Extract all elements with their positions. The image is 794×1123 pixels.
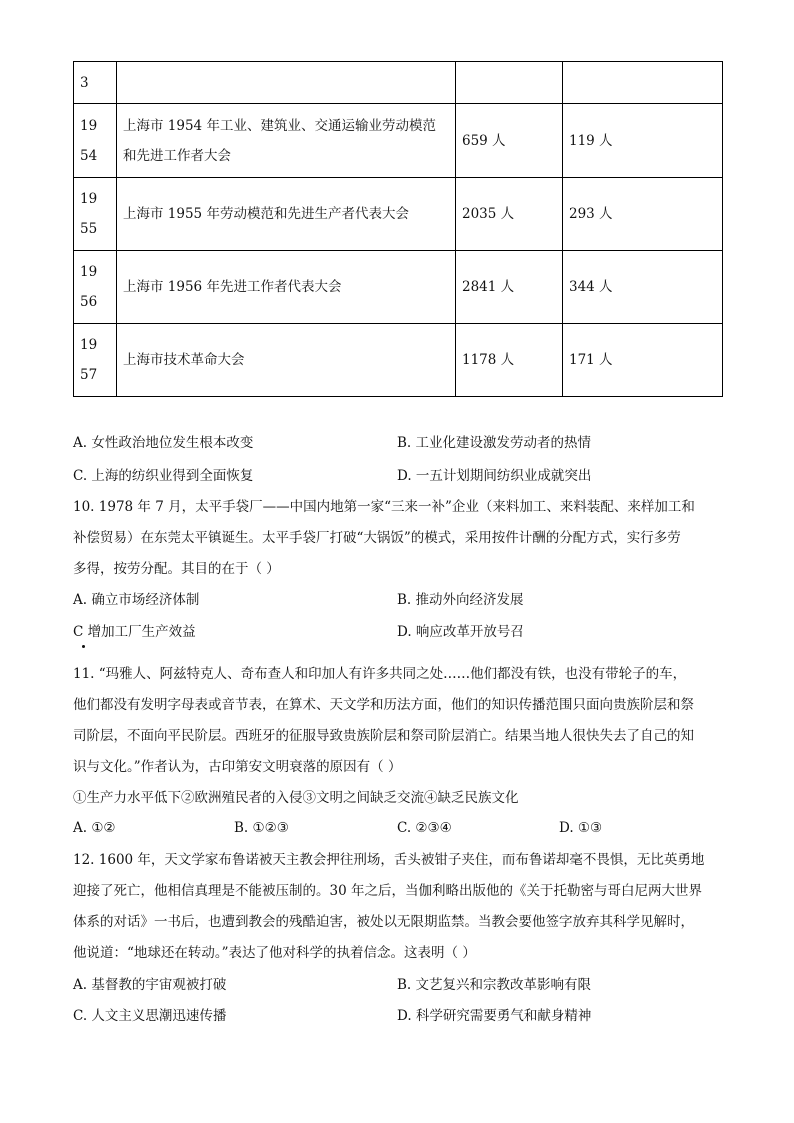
year-text: 1955: [80, 191, 98, 237]
delegates-table: [73, 61, 723, 397]
female-cell: 171 人: [563, 324, 723, 397]
female-cell: [563, 62, 723, 104]
q11-choices-line: ①生产力水平低下②欧洲殖民者的入侵③文明之间缺乏交流④缺乏民族文化: [73, 790, 519, 806]
table-row: [74, 62, 723, 104]
q10-option-a[interactable]: A. 确立市场经济体制: [73, 592, 200, 608]
q11-option-d[interactable]: D. ①③: [559, 820, 603, 836]
meeting-cell: 上海市技术革命大会: [117, 324, 456, 397]
q12-stem-line: 迎接了死亡，他相信真理是不能被压制的。30 年之后，当伽利略出版他的《关于托勒密与哥白尼两大世界: [73, 883, 702, 899]
year-cell: [74, 104, 117, 178]
q12-stem-line: 体系的对话》一书后，也遭到教会的残酷迫害，被处以无限期监禁。当教会要他签字放弃其科学见解时，: [73, 914, 694, 930]
table-row: [74, 251, 723, 324]
year-cell: 3: [74, 62, 117, 104]
q10-stem-line: 10. 1978 年 7 月，太平手袋厂——中国内地第一家“三来一补”企业（来料加工、来料装配、来样加工和: [73, 499, 695, 515]
table-row: [74, 104, 723, 178]
total-cell: 1178 人: [456, 324, 563, 397]
year-text: 1956: [80, 264, 98, 310]
q12-stem-line: 12. 1600 年，天文学家布鲁诺被天主教会押往刑场，舌头被钳子夹住，而布鲁诺却毫不畏惧，无比英勇地: [73, 852, 705, 868]
q11-option-b[interactable]: B. ①②③: [234, 820, 289, 836]
female-cell: 293 人: [563, 178, 723, 251]
female-cell: 119 人: [563, 104, 723, 178]
meeting-cell: 上海市 1954 年工业、建筑业、交通运输业劳动模范和先进工作者大会: [117, 104, 456, 178]
q11-stem-line: 司阶层，不面向平民阶层。西班牙的征服导致贵族阶层和祭司阶层消亡。结果当地人很快失去了自己的知: [73, 728, 694, 744]
q10-option-d[interactable]: D. 响应改革开放号召: [397, 624, 524, 640]
q12-option-c[interactable]: C. 人文主义思潮迅速传播: [73, 1008, 227, 1024]
q11-option-a[interactable]: A. ①②: [73, 820, 116, 836]
q11-stem-line: 识与文化。”作者认为，古印第安文明衰落的原因有（ ）: [73, 759, 402, 775]
q12-stem-line: 他说道：“地球还在转动。”表达了他对科学的执着信念。这表明（ ）: [73, 945, 476, 961]
year-cell: [74, 251, 117, 324]
year-cell: [74, 178, 117, 251]
q10-option-b[interactable]: B. 推动外向经济发展: [397, 592, 524, 608]
q11-stem-line: 他们都没有发明字母表或音节表，在算术、天文学和历法方面，他们的知识传播范围只面向贵族阶层和祭: [73, 697, 694, 713]
q9-option-c[interactable]: C. 上海的纺织业得到全面恢复: [73, 468, 254, 484]
total-cell: 659 人: [456, 104, 563, 178]
q10-stem-line: 补偿贸易）在东莞太平镇诞生。太平手袋厂打破“大锅饭”的模式，采用按件计酬的分配方式，实行多劳: [73, 530, 681, 546]
q12-option-a[interactable]: A. 基督教的宇宙观被打破: [73, 977, 227, 993]
q12-option-d[interactable]: D. 科学研究需要勇气和献身精神: [397, 1008, 592, 1024]
q11-option-c[interactable]: C. ②③④: [397, 820, 452, 836]
year-cell: [74, 324, 117, 397]
q11-stem-line: 11. “玛雅人、阿兹特克人、奇布查人和印加人有许多共同之处……他们都没有铁，也没有带轮子的车，: [73, 666, 687, 682]
meeting-cell: 上海市 1955 年劳动模范和先进生产者代表大会: [117, 178, 456, 251]
q10-stem-line: 多得，按劳分配。其目的在于（ ）: [73, 561, 280, 577]
q9-option-a[interactable]: A. 女性政治地位发生根本改变: [73, 435, 254, 451]
year-text: 1954: [80, 117, 98, 164]
q9-option-d[interactable]: D. 一五计划期间纺织业成就突出: [397, 468, 592, 484]
total-cell: [456, 62, 563, 104]
table-row: [74, 178, 723, 251]
dot-mark: [82, 645, 85, 648]
year-text: 1957: [80, 337, 98, 383]
total-cell: 2035 人: [456, 178, 563, 251]
q12-option-b[interactable]: B. 文艺复兴和宗教改革影响有限: [397, 977, 592, 993]
total-cell: 2841 人: [456, 251, 563, 324]
table-row: [74, 324, 723, 397]
meeting-cell: [117, 62, 456, 104]
q9-option-b[interactable]: B. 工业化建设激发劳动者的热情: [397, 435, 592, 451]
female-cell: 344 人: [563, 251, 723, 324]
q10-option-c[interactable]: C 增加工厂生产效益: [73, 624, 196, 640]
meeting-cell: 上海市 1956 年先进工作者代表大会: [117, 251, 456, 324]
